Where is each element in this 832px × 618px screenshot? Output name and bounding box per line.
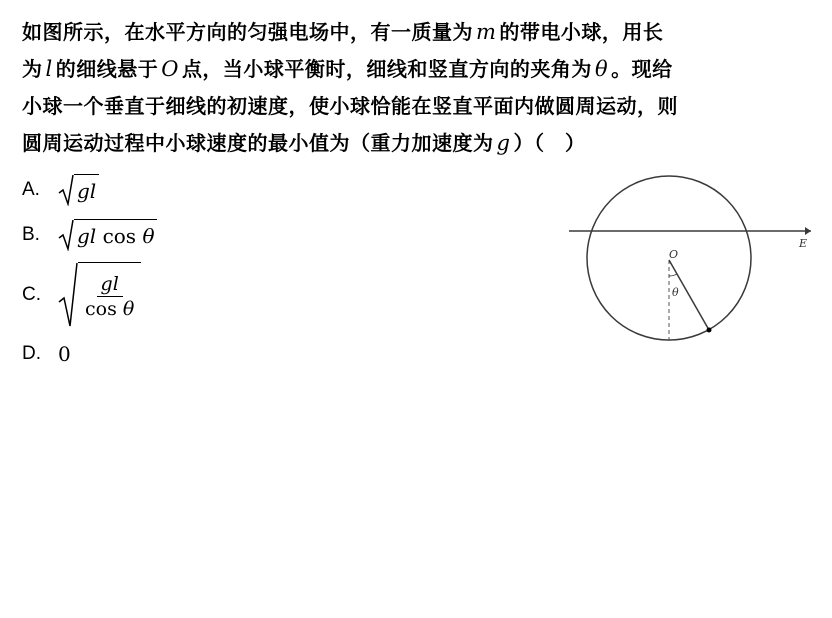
option-c-fraction: [81, 273, 138, 320]
question-line-2: 为 l 的细线悬于 O 点，当小球平衡时，细线和竖直方向的夹角为 θ 。现给: [22, 57, 673, 81]
option-a-formula: [58, 174, 99, 206]
option-a[interactable]: [22, 174, 99, 206]
radical-sign-icon: [58, 174, 74, 206]
option-d[interactable]: [22, 342, 71, 366]
option-b-label: B.: [22, 224, 40, 245]
var-o: O: [161, 57, 179, 81]
option-c[interactable]: [22, 262, 141, 328]
option-a-radicand: gl: [77, 179, 97, 203]
option-a-label: A.: [22, 179, 40, 200]
var-m: m: [476, 20, 497, 44]
option-b-radicand: gl: [77, 224, 97, 248]
option-c-formula: [58, 262, 141, 328]
option-c-cos: cos: [85, 297, 117, 320]
physics-diagram: [565, 172, 815, 352]
label-o: O: [669, 248, 679, 261]
label-theta: θ: [672, 286, 679, 299]
option-b-cos: cos: [102, 224, 137, 248]
question-text: [22, 14, 812, 162]
question-line-1: 如图所示，在水平方向的匀强电场中，有一质量为 m 的带电小球，用长: [22, 20, 664, 44]
ball-icon: [707, 328, 712, 333]
option-b-formula: [58, 219, 157, 251]
option-d-label: D.: [22, 343, 41, 364]
var-l: l: [45, 57, 53, 81]
option-d-value: 0: [58, 342, 71, 366]
option-c-numerator: gl: [100, 272, 119, 295]
option-c-theta: θ: [122, 297, 135, 320]
var-theta: θ: [594, 57, 609, 81]
question-line-4: 圆周运动过程中小球速度的最小值为（重力加速度为 g ）（ ）: [22, 131, 586, 155]
angle-arc: [669, 274, 677, 276]
option-b-theta: θ: [142, 224, 155, 248]
var-g: g: [496, 131, 511, 155]
option-c-label: C.: [22, 284, 41, 305]
question-line-3: 小球一个垂直于细线的初速度，使小球恰能在竖直平面内做圆周运动，则: [22, 94, 678, 118]
field-arrow-icon: [805, 227, 811, 235]
option-b[interactable]: [22, 219, 157, 251]
label-e: E: [799, 237, 808, 250]
radical-sign-icon: [58, 262, 78, 328]
radical-sign-icon: [58, 219, 74, 251]
